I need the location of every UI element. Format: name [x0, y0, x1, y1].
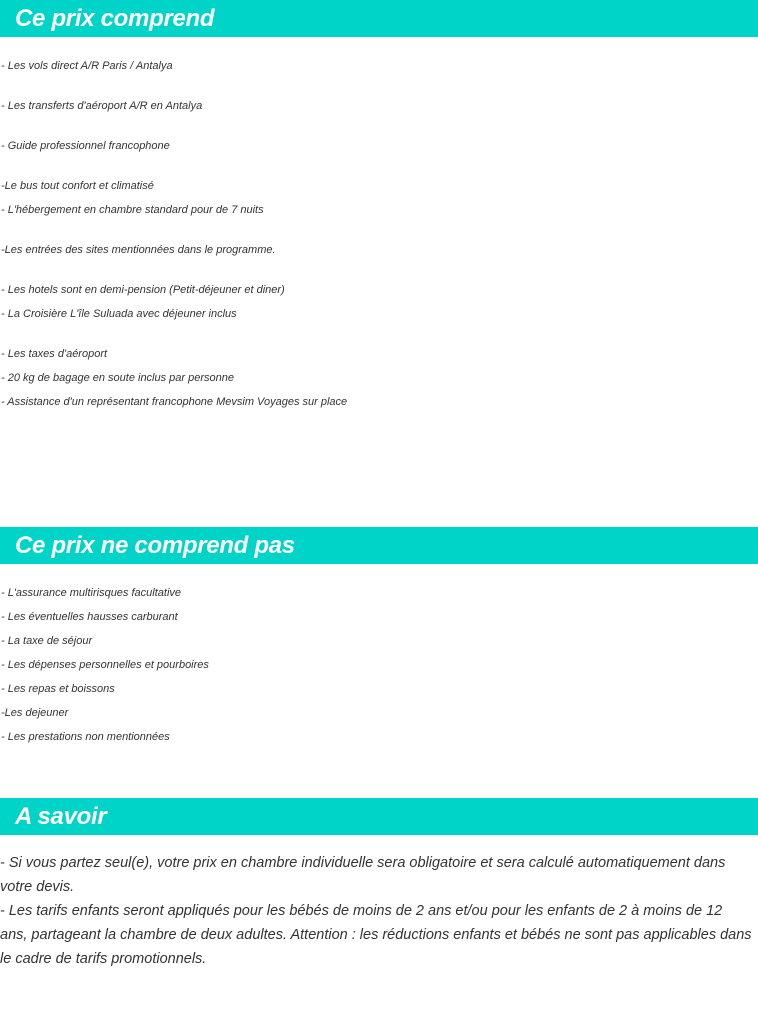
section-header-included	[0, 0, 758, 37]
info-paragraph: - Si vous partez seul(e), votre prix en chambre individuelle sera obligatoire et sera calculé automatiquement dans votre devis.	[0, 855, 726, 895]
section-title-not-included: Ce prix ne comprend pas	[15, 532, 295, 559]
list-item: - Les repas et boissons	[1, 683, 115, 695]
section-title-included: Ce prix comprend	[15, 5, 215, 32]
list-item: - Assistance d'un représentant francophone Mevsim Voyages sur place	[1, 396, 348, 408]
list-item: -Les dejeuner	[1, 707, 69, 719]
list-item: - Les hotels sont en demi-pension (Petit-déjeuner et diner)	[1, 284, 285, 296]
list-item: - Les taxes d'aéroport	[1, 348, 108, 360]
list-item: - Guide professionnel francophone	[1, 140, 170, 152]
list-item: - Les prestations non mentionnées	[1, 731, 170, 743]
list-item: - Les dépenses personnelles et pourboires	[1, 659, 209, 671]
list-item: - L'hébergement en chambre standard pour de 7 nuits	[1, 204, 264, 216]
good-to-know-text	[0, 851, 752, 971]
section-header-not-included	[0, 527, 758, 564]
list-item: - 20 kg de bagage en soute inclus par personne	[1, 372, 234, 384]
list-item: -Les entrées des sites mentionnées dans le programme.	[1, 244, 276, 256]
list-item: - Les transferts d'aéroport A/R en Antalya	[1, 100, 203, 112]
section-header-good-to-know	[0, 798, 758, 835]
list-item: -Le bus tout confort et climatisé	[1, 180, 154, 192]
list-item: - L'assurance multirisques facultative	[1, 587, 182, 599]
info-paragraph: - Les tarifs enfants seront appliqués pour les bébés de moins de 2 ans et/ou pour les enfants de 2 à moins de 12 ans, partageant la chambre de deux adultes. Attention : les réductions enfants et bébés ne sont pas applicables dans le cadre de tarifs promotionnels.	[0, 903, 752, 967]
list-item: - La Croisière L'île Suluada avec déjeuner inclus	[1, 308, 237, 320]
list-item: - La taxe de séjour	[1, 635, 93, 647]
list-item: - Les éventuelles hausses carburant	[1, 611, 178, 623]
section-title-good-to-know: A savoir	[15, 803, 107, 830]
list-item: - Les vols direct A/R Paris / Antalya	[1, 60, 173, 72]
